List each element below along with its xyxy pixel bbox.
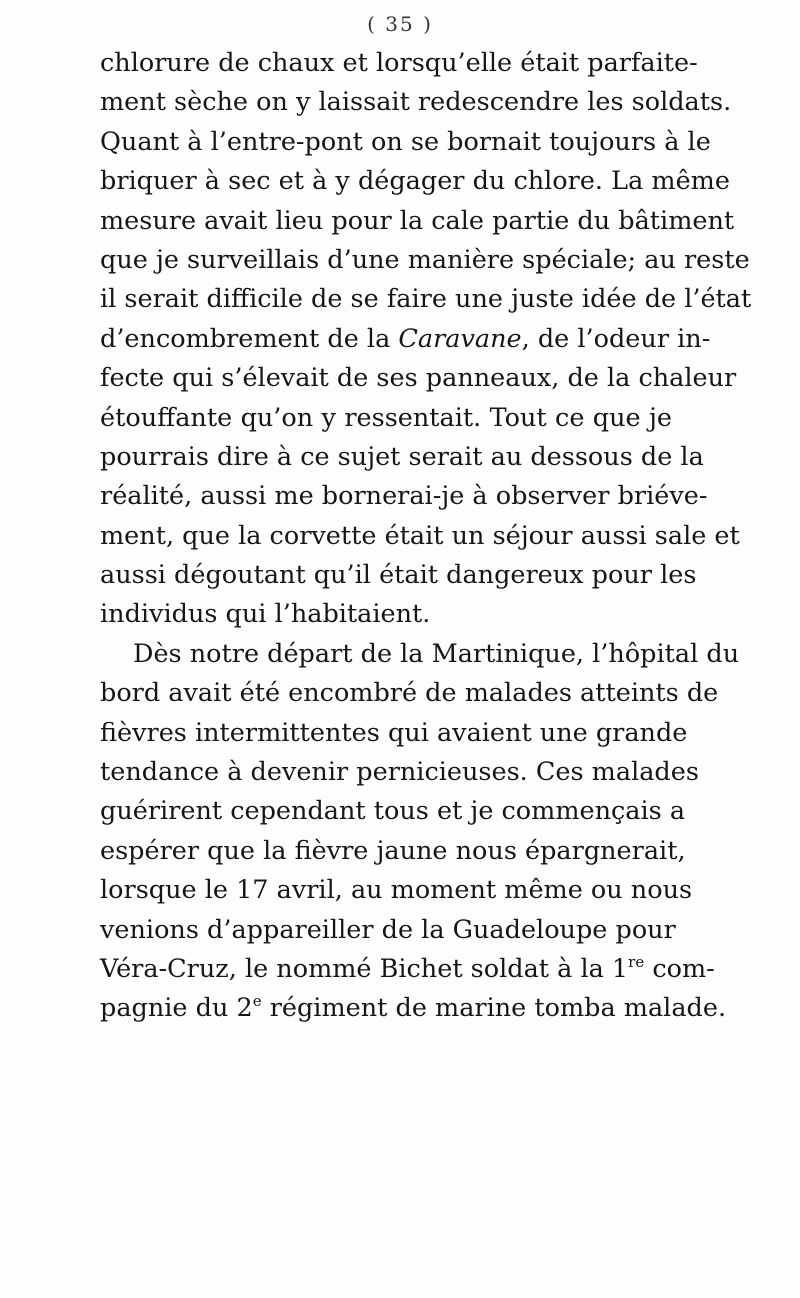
text-line bbox=[100, 950, 715, 989]
body-text bbox=[100, 44, 752, 1029]
text-line: chlorure de chaux et lorsqu’elle était parfaite- bbox=[100, 48, 698, 78]
text-line: tendance à devenir pernicieuses. Ces malades bbox=[100, 757, 699, 788]
text-line: espérer que la fièvre jaune nous épargnerait, bbox=[100, 835, 686, 866]
page-number: ( 35 ) bbox=[367, 12, 433, 36]
text-line: individus qui l’habitaient. bbox=[100, 599, 431, 630]
text-line: briquer à sec et à y dégager du chlore. La même bbox=[100, 166, 730, 197]
text-line: fecte qui s’élevait de ses panneaux, de la chaleur bbox=[100, 363, 737, 394]
text-segment: , de l’odeur in- bbox=[521, 323, 711, 354]
text-line: fièvres intermittentes qui avaient une grande bbox=[100, 717, 688, 748]
text-line: guérirent cependant tous et je commençais a bbox=[100, 796, 686, 827]
text-segment: d’encombrement de la bbox=[100, 323, 399, 354]
text-line: Dès notre départ de la Martinique, l’hôpital du bbox=[133, 638, 740, 669]
text-line: il serait difficile de se faire une juste idée de l’état bbox=[100, 284, 752, 315]
text-line: lorsque le 17 avril, au moment même ou nous bbox=[100, 875, 693, 906]
text-segment: Véra-Cruz, le nommé Bichet soldat à la 1 bbox=[100, 953, 629, 984]
text-line: réalité, aussi me bornerai-je à observer briéve- bbox=[100, 481, 708, 512]
text-line bbox=[100, 320, 711, 359]
text-segment: com- bbox=[644, 953, 715, 984]
ship-name: Caravane bbox=[398, 323, 522, 354]
text-line: que je surveillais d’une manière spéciale; au reste bbox=[100, 244, 750, 275]
superscript: e bbox=[252, 992, 262, 1011]
text-line: aussi dégoutant qu’il était dangereux pour les bbox=[100, 560, 697, 591]
text-line: Quant à l’entre-pont on se bornait toujours à le bbox=[100, 126, 711, 157]
text-line: venions d’appareiller de la Guadeloupe pour bbox=[100, 914, 676, 945]
text-line: étouffante qu’on y ressentait. Tout ce que je bbox=[100, 402, 672, 433]
text-line: pourrais dire à ce sujet serait au dessous de la bbox=[100, 441, 704, 472]
text-line bbox=[100, 989, 727, 1028]
text-line: bord avait été encombré de malades atteints de bbox=[100, 678, 719, 709]
text-segment: régiment de marine tomba malade. bbox=[261, 993, 727, 1024]
superscript: re bbox=[628, 952, 645, 971]
text-segment: pagnie du 2 bbox=[100, 993, 253, 1024]
text-line: ment sèche on y laissait redescendre les soldats. bbox=[100, 87, 732, 118]
text-line: mesure avait lieu pour la cale partie du bâtiment bbox=[100, 205, 735, 236]
text-line: ment, que la corvette était un séjour aussi sale et bbox=[100, 520, 740, 551]
